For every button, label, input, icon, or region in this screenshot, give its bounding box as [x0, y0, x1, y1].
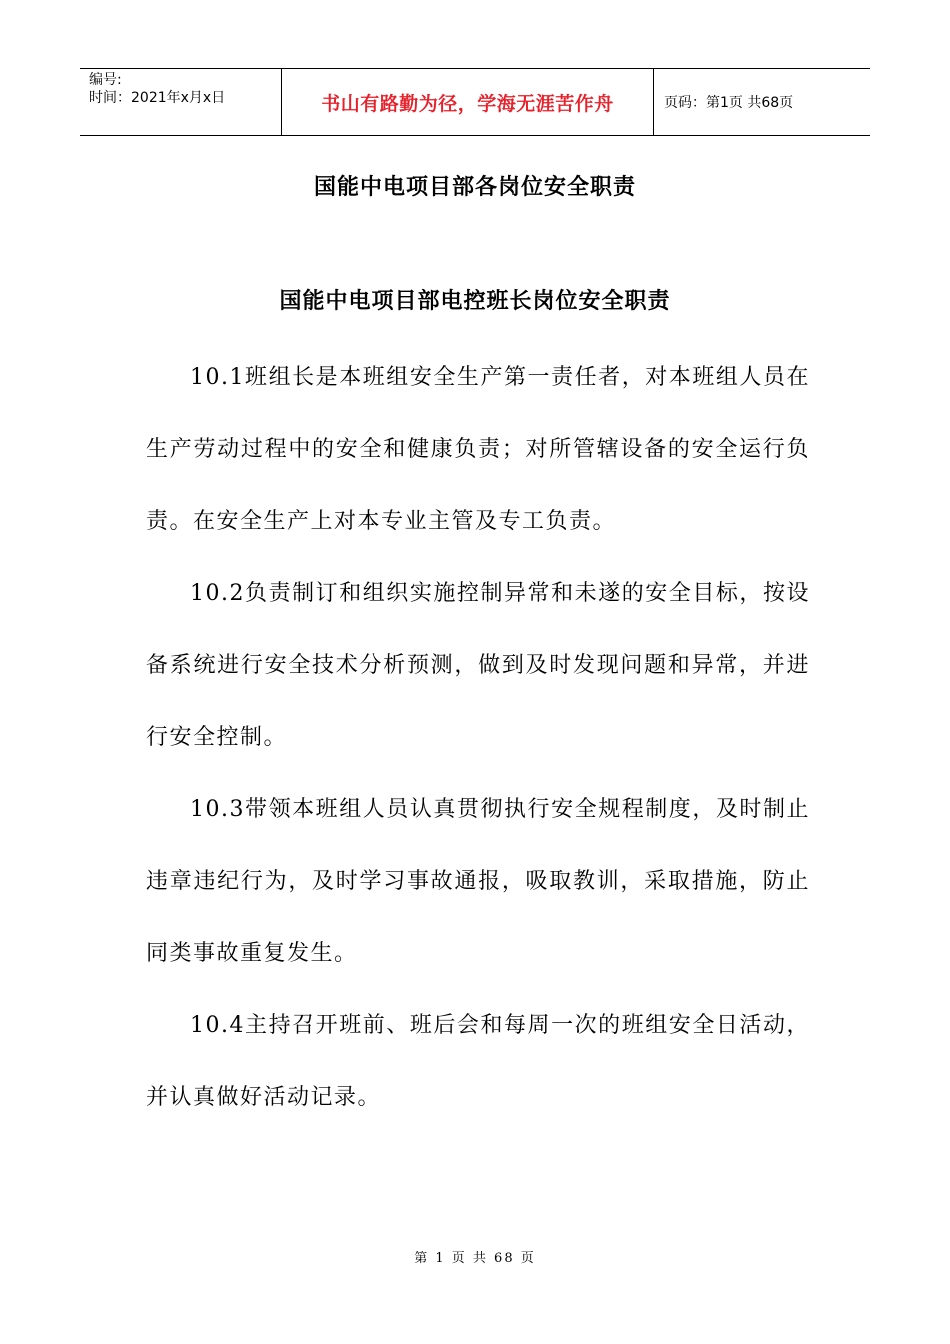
header-motto: 书山有路勤为径，学海无涯苦作舟	[321, 92, 614, 115]
header-motto-cell	[282, 69, 654, 135]
header-page-cell	[654, 69, 870, 135]
paragraph-10-1: 10.1班组长是本班组安全生产第一责任者，对本班组人员在生产劳动过程中的安全和健康负责；对所管辖设备的安全运行负责。在安全生产上对本专业主管及专工负责。	[146, 365, 810, 534]
paragraph-10-2: 10.2负责制订和组织实施控制异常和未遂的安全目标，按设备系统进行安全技术分析预测，做到及时发现问题和异常，并进行安全控制。	[146, 581, 810, 750]
page-header-table	[80, 68, 870, 136]
page-footer: 第 1 页 共 68 页	[414, 1251, 536, 1266]
document-number-label: 编号:	[89, 72, 122, 88]
paragraph-10-4: 10.4主持召开班前、班后会和每周一次的班组安全日活动，并认真做好活动记录。	[146, 1013, 810, 1110]
header-page-code: 页码：第1页 共68页	[664, 95, 794, 111]
header-meta-cell	[80, 69, 282, 135]
document-date: 时间：2021年x月x日	[89, 90, 226, 106]
document-title: 国能中电项目部各岗位安全职责	[313, 175, 636, 200]
document-subtitle: 国能中电项目部电控班长岗位安全职责	[279, 289, 671, 314]
document-body	[146, 342, 810, 1134]
paragraph-10-3: 10.3带领本班组人员认真贯彻执行安全规程制度，及时制止违章违纪行为，及时学习事故通报，吸取教训，采取措施，防止同类事故重复发生。	[146, 797, 810, 966]
